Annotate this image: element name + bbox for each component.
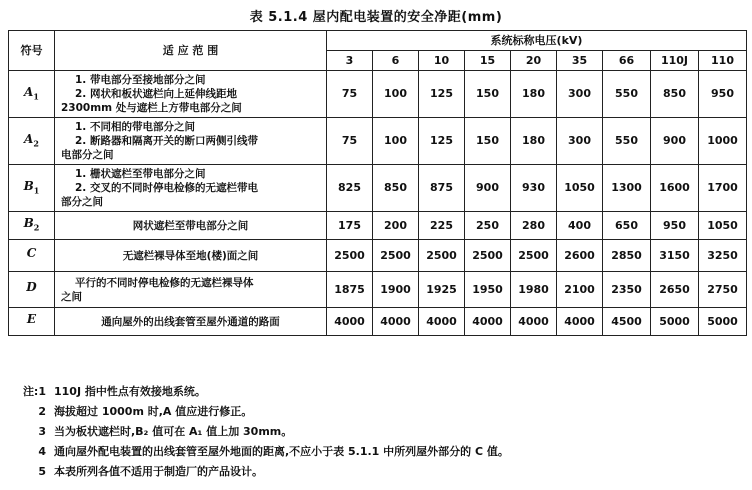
value-cell: 4000 [557,308,603,336]
scope-line: 1. 不同相的带电部分之间 [75,121,195,133]
value-cell: 1050 [557,165,603,212]
value-cell: 280 [511,212,557,240]
voltage-header-cell: 110 [699,51,747,71]
symbol-subscript: 1 [33,185,40,196]
value-cell: 1980 [511,272,557,308]
scope-line: 2. 网状和板状遮栏向上延伸线距地 [75,88,237,100]
symbol-letter: D [26,280,37,295]
symbol-cell [9,212,55,240]
value-cell: 4000 [465,308,511,336]
value-cell: 4000 [511,308,557,336]
value-cell: 1875 [327,272,373,308]
value-cell: 850 [373,165,419,212]
scope-cell [55,118,327,165]
note-item [10,402,740,422]
value-cell: 650 [603,212,651,240]
scope-line: 2. 交叉的不同时停电检修的无遮栏带电 [75,182,258,194]
scope-cell [55,71,327,118]
table-row [9,272,747,308]
scope-line: 平行的不同时停电检修的无遮栏裸导体 [75,276,254,289]
value-cell: 125 [419,118,465,165]
voltage-header-cell: 10 [419,51,465,71]
value-cell: 850 [651,71,699,118]
value-cell: 2500 [373,240,419,272]
table-row [9,308,747,336]
note-item [10,382,740,402]
symbol-letter: A [24,84,34,99]
scope-line: 2. 断路器和隔离开关的断口两侧引线带 [75,135,258,147]
symbol-letter: C [26,246,37,261]
value-cell: 950 [651,212,699,240]
table-body [9,71,747,336]
symbol-letter: B [23,178,34,193]
note-item [10,422,740,442]
voltage-header-cell: 6 [373,51,419,71]
value-cell: 900 [465,165,511,212]
scope-line: 通向屋外的出线套管至屋外通道的路面 [101,315,280,328]
note-text: 110J 指中性点有效接地系统。 [54,385,206,398]
safety-clearance-table [8,30,747,336]
symbol-cell [9,71,55,118]
note-number: 2 [38,405,46,418]
symbol-letter: A [24,131,34,146]
value-cell: 300 [557,71,603,118]
value-cell: 1000 [699,118,747,165]
voltage-header-cell: 20 [511,51,557,71]
symbol-subscript: 1 [33,91,39,102]
symbol-letter: E [26,312,37,327]
scope-line: 1. 栅状遮栏至带电部分之间 [75,168,206,180]
value-cell: 2350 [603,272,651,308]
scope-cell [55,165,327,212]
value-cell: 150 [465,118,511,165]
value-cell: 3250 [699,240,747,272]
value-cell: 125 [419,71,465,118]
value-cell: 175 [327,212,373,240]
value-cell: 1900 [373,272,419,308]
scope-line: 部分之间 [61,196,103,208]
value-cell: 930 [511,165,557,212]
scope-cell [55,308,327,336]
value-cell: 2750 [699,272,747,308]
value-cell: 5000 [699,308,747,336]
scope-line: 无遮栏裸导体至地(楼)面之间 [122,249,259,262]
note-number: 5 [38,465,46,478]
value-cell: 1600 [651,165,699,212]
value-cell: 2650 [651,272,699,308]
scope-line: 之间 [61,290,82,303]
value-cell: 875 [419,165,465,212]
scope-cell [55,272,327,308]
symbol-cell [9,240,55,272]
value-cell: 4000 [373,308,419,336]
value-cell: 100 [373,118,419,165]
value-cell: 900 [651,118,699,165]
table-row [9,118,747,165]
scope-cell [55,212,327,240]
value-cell: 2100 [557,272,603,308]
value-cell: 2600 [557,240,603,272]
symbol-cell [9,272,55,308]
value-cell: 1050 [699,212,747,240]
value-cell: 150 [465,71,511,118]
symbol-subscript: 2 [33,138,39,149]
value-cell: 1300 [603,165,651,212]
symbol-letter: B [23,216,34,231]
value-cell: 1700 [699,165,747,212]
notes-section [10,382,740,482]
value-cell: 100 [373,71,419,118]
table-row [9,71,747,118]
value-cell: 2500 [465,240,511,272]
value-cell: 180 [511,71,557,118]
value-cell: 225 [419,212,465,240]
voltage-header-cell: 110J [651,51,699,71]
value-cell: 825 [327,165,373,212]
value-cell: 4000 [327,308,373,336]
note-number: 3 [38,425,46,438]
value-cell: 2500 [419,240,465,272]
table-title: 表 5.1.4 屋内配电装置的安全净距(mm) [249,10,503,25]
symbol-cell [9,118,55,165]
value-cell: 1950 [465,272,511,308]
value-cell: 2500 [327,240,373,272]
value-cell: 950 [699,71,747,118]
header-voltage: 系统标称电压(kV) [327,31,747,51]
value-cell: 550 [603,118,651,165]
value-cell: 2500 [511,240,557,272]
value-cell: 75 [327,118,373,165]
table-row [9,212,747,240]
scope-line: 网状遮栏至带电部分之间 [132,219,249,232]
value-cell: 2850 [603,240,651,272]
value-cell: 250 [465,212,511,240]
value-cell: 300 [557,118,603,165]
note-item [10,462,740,482]
scope-line: 电部分之间 [61,149,114,161]
symbol-cell [9,308,55,336]
header-scope: 适 应 范 围 [55,31,327,71]
table-row [9,165,747,212]
voltage-header-cell: 15 [465,51,511,71]
table-row [9,240,747,272]
voltage-header-cell: 35 [557,51,603,71]
note-item [10,442,740,462]
value-cell: 180 [511,118,557,165]
value-cell: 75 [327,71,373,118]
header-symbol: 符号 [9,31,55,71]
symbol-cell [9,165,55,212]
note-text: 当为板状遮栏时,B₂ 值可在 A₁ 值上加 30mm。 [54,425,293,438]
scope-line: 2300mm 处与遮栏上方带电部分之间 [61,102,242,114]
value-cell: 550 [603,71,651,118]
value-cell: 200 [373,212,419,240]
note-text: 通向屋外配电装置的出线套管至屋外地面的距离,不应小于表 5.1.1 中所列屋外部分的 C 值。 [54,445,509,458]
voltage-header-cell: 66 [603,51,651,71]
note-number: 4 [38,445,46,458]
value-cell: 4000 [419,308,465,336]
scope-cell [55,240,327,272]
scope-line: 1. 带电部分至接地部分之间 [75,74,206,86]
value-cell: 4500 [603,308,651,336]
value-cell: 3150 [651,240,699,272]
note-text: 本表所列各值不适用于制造厂的产品设计。 [54,465,263,478]
value-cell: 5000 [651,308,699,336]
note-text: 海拔超过 1000m 时,A 值应进行修正。 [54,405,253,418]
note-number: 注:1 [22,385,46,398]
value-cell: 400 [557,212,603,240]
symbol-subscript: 2 [33,222,40,233]
value-cell: 1925 [419,272,465,308]
voltage-header-cell: 3 [327,51,373,71]
